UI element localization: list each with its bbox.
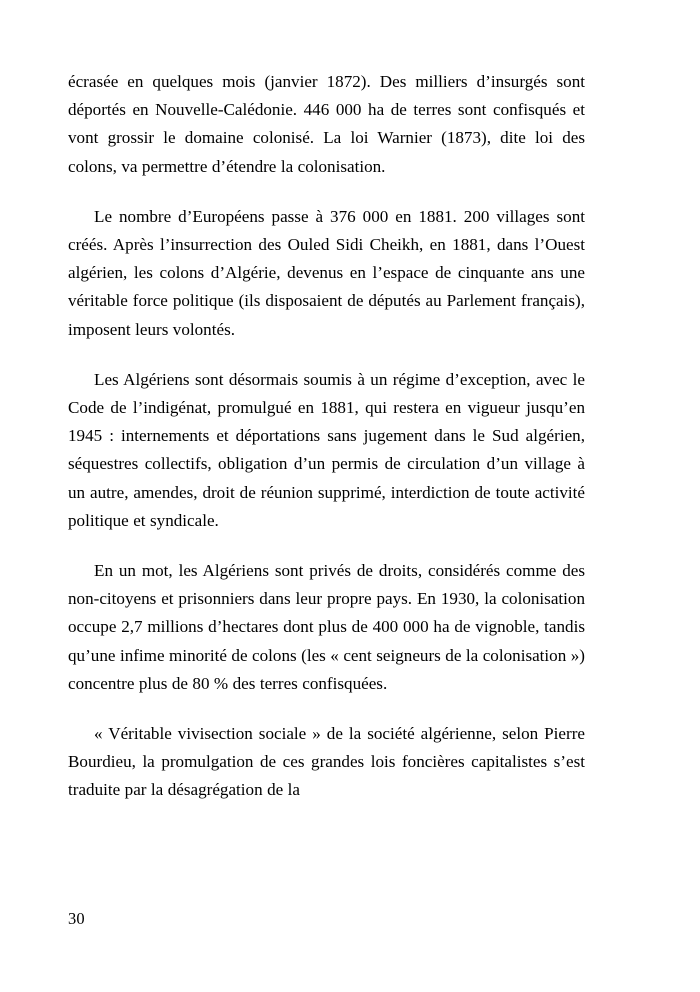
paragraph-4: En un mot, les Algériens sont privés de droits, considérés comme des non-citoyens et prisonniers dans leur propre pays. En 1930, la colonisation occupe 2,7 millions d’hectares dont plus de 400 000 ha de vignoble, tandis qu’une infime minorité de colons (les « cent seigneurs de la colonisation ») concentre plus de 80 % des terres confisquées. — [68, 561, 585, 693]
paragraph-1: écrasée en quelques mois (janvier 1872). Des milliers d’insurgés sont déportés en Nouvelle-Calédonie. 446 000 ha de terres sont confisqués et vont grossir le domaine colonisé. La loi Warnier (1873), dite loi des colons, va permettre d’étendre la colonisation. — [68, 72, 585, 176]
body-text-column — [68, 68, 585, 805]
paragraph-2: Le nombre d’Européens passe à 376 000 en 1881. 200 villages sont créés. Après l’insurrection des Ouled Sidi Cheikh, en 1881, dans l’Ouest algérien, les colons d’Algérie, devenus en l’espace de cinquante ans une véritable force politique (ils disposaient de députés au Parlement français), imposent leurs volontés. — [68, 206, 585, 339]
page-number: 30 — [68, 909, 85, 928]
paragraph-3: Les Algériens sont désormais soumis à un régime d’exception, avec le Code de l’indigénat, promulgué en 1881, qui restera en vigueur jusqu’en 1945 : internements et déportations sans jugement dans le Sud algérien, séquestres collectifs, obligation d’un permis de circulation d’un village à un autre, amendes, droit de réunion supprimé, interdiction de toute activité politique et syndicale. — [68, 369, 585, 530]
paragraph-5: « Véritable vivisection sociale » de la société algérienne, selon Pierre Bourdieu, la promulgation de ces grandes lois foncières capitalistes s’est traduite par la désagrégation de la — [68, 724, 585, 800]
